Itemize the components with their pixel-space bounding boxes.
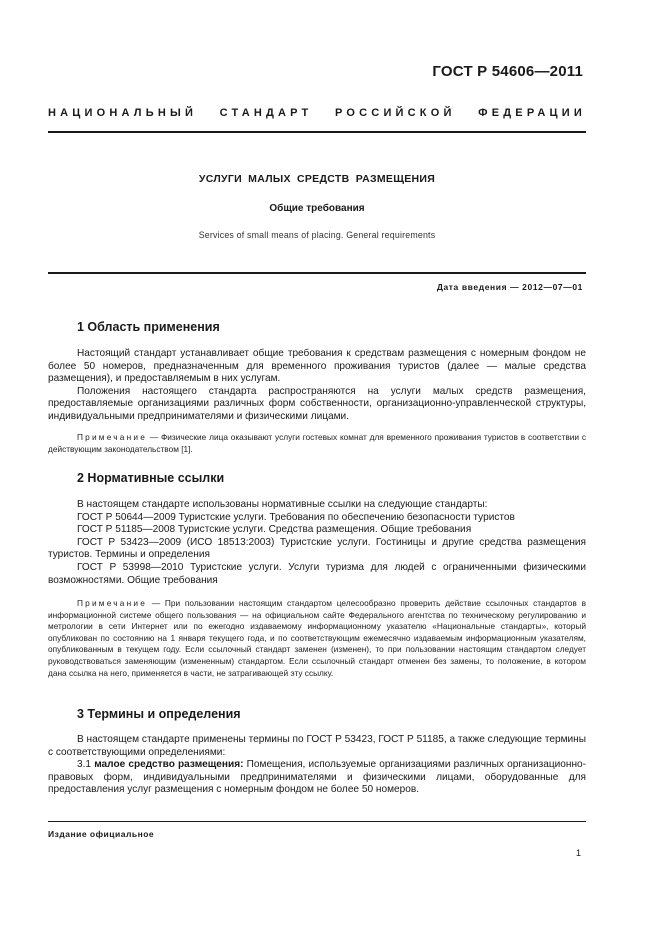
definition-text: Помещения, используемые организациями различных организационно-правовых форм, индивидуальными предпринимателями и физическими лицами, оборудованные для предоставления услуг размещения с номерным фондом не более 50 номеров. bbox=[48, 759, 586, 796]
section-3-body bbox=[48, 734, 586, 797]
note-label: Примечание bbox=[77, 598, 148, 608]
national-word: СТАНДАРТ bbox=[219, 107, 313, 119]
paragraph: В настоящем стандарте применены термины по ГОСТ Р 53423, ГОСТ Р 51185, а также следующие термины с соответствующими определениями: bbox=[48, 734, 586, 758]
definition bbox=[48, 759, 586, 797]
section-2-body bbox=[48, 499, 586, 587]
section-2-note bbox=[48, 598, 586, 679]
note-text: — При пользовании настоящим стандартом целесообразно проверить действие ссылочных стандартов в информационной системе общего пользования — на официальном сайте Федерального агентства по техническому регулированию и метрологии в сети Интернет или по ежегодно издаваемому информационному указателю «Национальные стандарты», который опубликован по состоянию на 1 января текущего года, и по соответствующим ежемесячно издаваемым информационным указателям, опубликованным в текущем году. Если ссылочный стандарт заменен (изменен), то при пользовании настоящим стандартом следует руководствоваться заменяющим (измененным) стандартом. Если ссылочный стандарт отменен без замены, то положение, в котором дана ссылка на него, применяется в части, не затрагивающей эту ссылку. bbox=[48, 598, 586, 678]
section-1-note bbox=[48, 432, 586, 455]
note-text: — Физические лица оказывают услуги гостевых комнат для временного проживания туристов в соответствии с действующим законодательством [1]. bbox=[48, 432, 586, 454]
introduction-date: Дата введения — 2012—07—01 bbox=[436, 282, 583, 292]
paragraph: В настоящем стандарте использованы нормативные ссылки на следующие стандарты: bbox=[77, 499, 488, 510]
section-1-body bbox=[48, 348, 586, 424]
document-subtitle: Общие требования bbox=[269, 203, 365, 214]
section-3-heading: 3 Термины и определения bbox=[77, 707, 241, 721]
national-word: РОССИЙСКОЙ bbox=[335, 107, 456, 119]
document-title: УСЛУГИ МАЛЫХ СРЕДСТВ РАЗМЕЩЕНИЯ bbox=[198, 173, 436, 185]
page-number: 1 bbox=[575, 848, 581, 858]
definition-term: малое средство размещения: bbox=[94, 759, 244, 771]
gost-number: ГОСТ Р 54606—2011 bbox=[432, 63, 583, 80]
paragraph: Положения настоящего стандарта распространяются на услуги малых средств размещения, предоставляемые организациями различных форм собственности, организационно-управленческой структуры, индивидуальными предпринимателями и физическими лицами. bbox=[48, 385, 586, 422]
section-2-heading: 2 Нормативные ссылки bbox=[77, 471, 225, 485]
reference-item: ГОСТ Р 50644—2009 Туристские услуги. Требования по обеспечению безопасности туристов bbox=[77, 511, 515, 523]
national-word: НАЦИОНАЛЬНЫЙ bbox=[48, 107, 198, 119]
paragraph: Настоящий стандарт устанавливает общие требования к средствам размещения с номерным фондом не более 50 номеров, предназначенным для временного проживания туристов (далее — малые средства размещения), и предоставляемым в них услугам. bbox=[48, 348, 586, 385]
note-label: Примечание bbox=[77, 432, 148, 442]
national-word: ФЕДЕРАЦИИ bbox=[478, 107, 586, 119]
reference-item: ГОСТ Р 53998—2010 Туристские услуги. Услуги туризма для людей с ограниченными физическими возможностями. Общие требования bbox=[48, 561, 586, 586]
footer-rule bbox=[48, 821, 586, 822]
section-1-heading: 1 Область применения bbox=[77, 320, 220, 334]
reference-item: ГОСТ Р 51185—2008 Туристские услуги. Средства размещения. Общие требования bbox=[77, 524, 472, 536]
title-rule bbox=[48, 272, 586, 274]
reference-item: ГОСТ Р 53423—2009 (ИСО 18513:2003) Туристские услуги. Гостиницы и другие средства размещения туристов. Термины и определения bbox=[48, 536, 586, 561]
national-standard-title bbox=[48, 107, 586, 119]
document-english-title: Services of small means of placing. General requirements bbox=[198, 230, 436, 240]
header-rule bbox=[48, 131, 586, 133]
official-edition-label: Издание официальное bbox=[48, 829, 155, 839]
definition-number: 3.1 bbox=[77, 759, 92, 771]
